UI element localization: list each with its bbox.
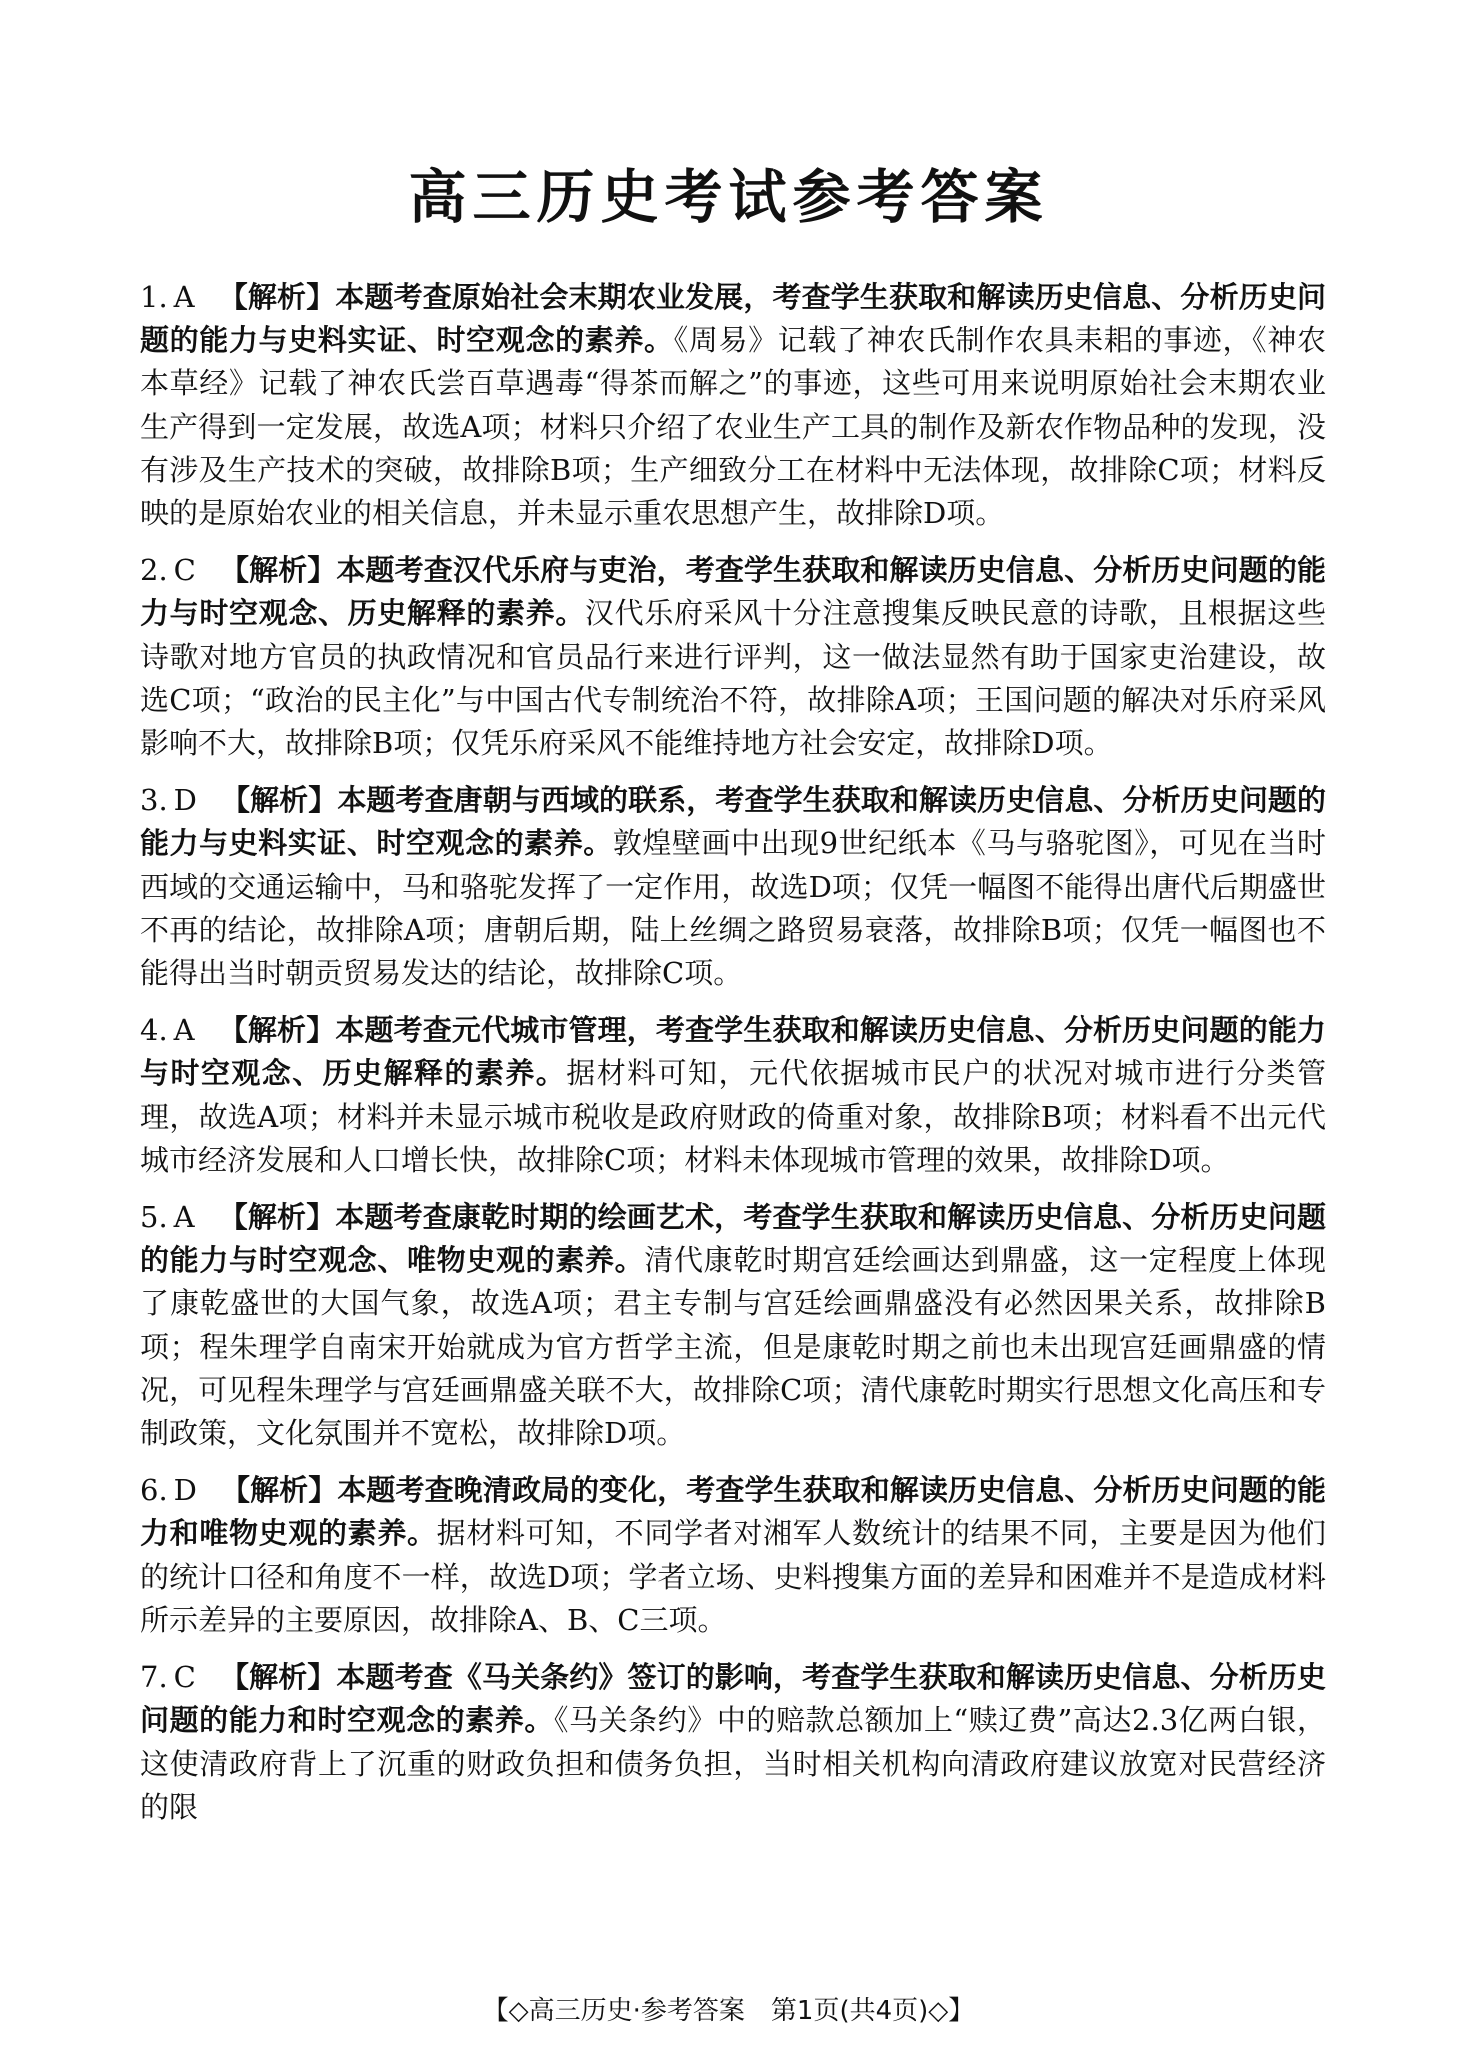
item-number: 3. xyxy=(140,783,168,818)
item-answer: C xyxy=(173,1660,196,1695)
answer-item-3 xyxy=(140,779,1326,995)
analysis-body: 《周易》记载了神农氏制作农具耒耜的事迹，《神农本草经》记载了神农氏尝百草遇毒“得茶而解之”的事迹，这些可用来说明原始社会末期农业生产得到一定发展，故选A项；材料只介绍了农业生产工具的制作及新农作物品种的发现，没有涉及生产技术的突破，故排除B项；生产细致分工在材料中无法体现，故排除C项；材料反映的是原始农业的相关信息，并未显示重农思想产生，故排除D项。 xyxy=(140,323,1326,531)
item-number: 4. xyxy=(140,1013,168,1048)
answer-item-1 xyxy=(140,276,1326,535)
analysis-tag: 【解析】 xyxy=(219,553,337,588)
analysis-lead: 本题考查汉代乐府与吏治，考查学生获取和解读历史信息、分析历史问题的能力与时空观念、历史解释的素养。 xyxy=(140,553,1326,631)
answer-item-6 xyxy=(140,1469,1326,1642)
analysis-body: 清代康乾时期宫廷绘画达到鼎盛，这一定程度上体现了康乾盛世的大国气象，故选A项；君主专制与宫廷绘画鼎盛没有必然因果关系，故排除B项；程朱理学自南宋开始就成为官方哲学主流，但是康乾时期之前也未出现宫廷画鼎盛的情况，可见程朱理学与宫廷画鼎盛关联不大，故排除C项；清代康乾时期实行思想文化高压和专制政策，文化氛围并不宽松，故排除D项。 xyxy=(140,1243,1326,1451)
analysis-lead: 本题考查《马关条约》签订的影响，考查学生获取和解读历史信息、分析历史问题的能力和时空观念的素养。 xyxy=(140,1660,1326,1738)
answer-list xyxy=(140,276,1326,1843)
analysis-tag: 【解析】 xyxy=(218,1200,336,1235)
analysis-body: 据材料可知，不同学者对湘军人数统计的结果不同，主要是因为他们的统计口径和角度不一样，故选D项；学者立场、史料搜集方面的差异和困难并不是造成材料所示差异的主要原因，故排除A、B、C三项。 xyxy=(140,1516,1326,1637)
analysis-tag: 【解析】 xyxy=(218,280,336,314)
analysis-tag: 【解析】 xyxy=(220,1473,338,1508)
item-answer: A xyxy=(173,1013,195,1048)
analysis-lead: 本题考查康乾时期的绘画艺术，考查学生获取和解读历史信息、分析历史问题的能力与时空观念、唯物史观的素养。 xyxy=(140,1200,1326,1278)
analysis-body: 汉代乐府采风十分注意搜集反映民意的诗歌，且根据这些诗歌对地方官员的执政情况和官员品行来进行评判，这一做法显然有助于国家吏治建设，故选C项；“政治的民主化”与中国古代专制统治不符，故排除A项；王国问题的解决对乐府采风影响不大，故排除B项；仅凭乐府采风不能维持地方社会安定，故排除D项。 xyxy=(140,596,1326,761)
item-answer: D xyxy=(173,1473,197,1508)
item-number: 7. xyxy=(140,1660,168,1695)
page-title: 高三历史考试参考答案 xyxy=(408,163,1049,231)
analysis-lead: 本题考查唐朝与西域的联系，考查学生获取和解读历史信息、分析历史问题的能力与史料实证、时空观念的素养。 xyxy=(140,783,1326,861)
analysis-lead: 本题考查原始社会末期农业发展，考查学生获取和解读历史信息、分析历史问题的能力与史料实证、时空观念的素养。 xyxy=(140,280,1326,358)
analysis-tag: 【解析】 xyxy=(218,1013,336,1048)
answer-item-4 xyxy=(140,1009,1326,1182)
analysis-tag: 【解析】 xyxy=(219,1660,337,1695)
item-answer: A xyxy=(173,280,195,314)
analysis-lead: 本题考查晚清政局的变化，考查学生获取和解读历史信息、分析历史问题的能力和唯物史观的素养。 xyxy=(140,1473,1326,1551)
page-footer: 【◇高三历史·参考答案 第1页(共4页)◇】 xyxy=(482,1996,975,2026)
analysis-body: 《马关条约》中的赔款总额加上“赎辽费”高达2.3亿两白银，这使清政府背上了沉重的财政负担和债务负担，当时相关机构向清政府建议放宽对民营经济的限 xyxy=(140,1703,1326,1824)
answer-item-7 xyxy=(140,1656,1326,1829)
analysis-tag: 【解析】 xyxy=(220,783,338,818)
item-number: 5. xyxy=(140,1200,168,1235)
answer-item-2 xyxy=(140,549,1326,765)
item-answer: A xyxy=(173,1200,195,1235)
item-answer: D xyxy=(173,783,197,818)
item-number: 2. xyxy=(140,553,168,588)
item-answer: C xyxy=(173,553,196,588)
analysis-body: 敦煌壁画中出现9世纪纸本《马与骆驼图》，可见在当时西域的交通运输中，马和骆驼发挥了一定作用，故选D项；仅凭一幅图不能得出唐代后期盛世不再的结论，故排除A项；唐朝后期，陆上丝绸之路贸易衰落，故排除B项；仅凭一幅图也不能得出当时朝贡贸易发达的结论，故排除C项。 xyxy=(140,826,1326,991)
item-number: 6. xyxy=(140,1473,168,1508)
item-number: 1. xyxy=(140,280,168,314)
analysis-body: 据材料可知，元代依据城市民户的状况对城市进行分类管理，故选A项；材料并未显示城市税收是政府财政的倚重对象，故排除B项；材料看不出元代城市经济发展和人口增长快，故排除C项；材料未体现城市管理的效果，故排除D项。 xyxy=(140,1056,1326,1177)
analysis-lead: 本题考查元代城市管理，考查学生获取和解读历史信息、分析历史问题的能力与时空观念、历史解释的素养。 xyxy=(140,1013,1326,1091)
answer-item-5 xyxy=(140,1196,1326,1455)
